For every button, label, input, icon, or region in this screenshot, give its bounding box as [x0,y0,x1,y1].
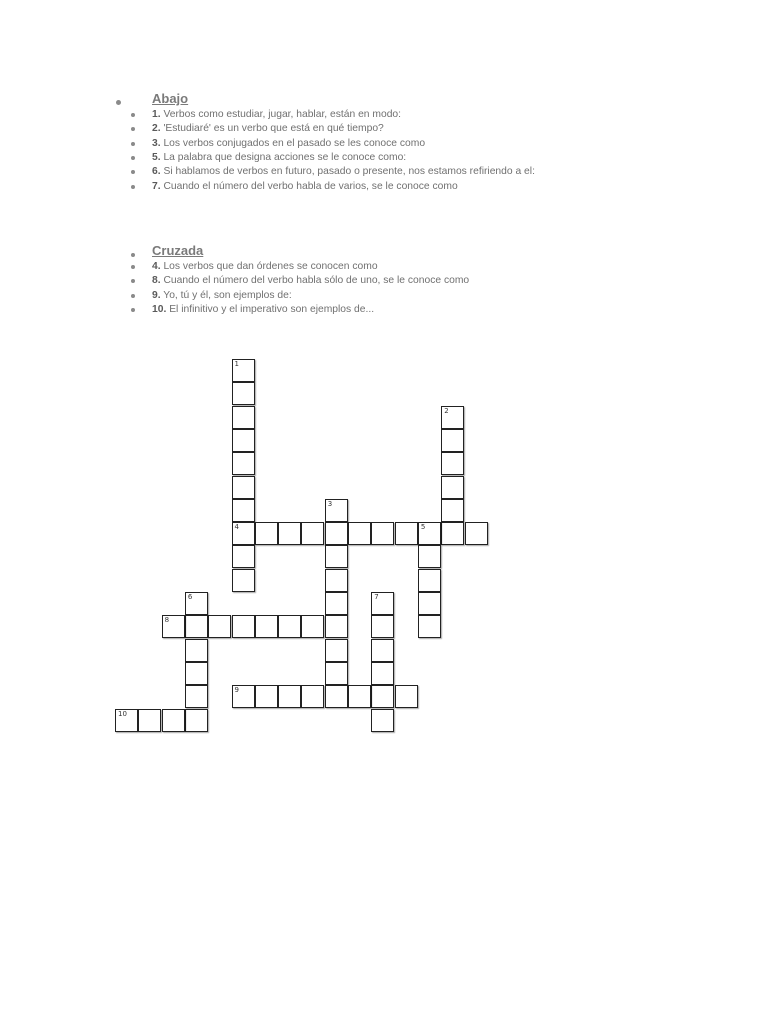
crossword-cell[interactable] [185,639,208,662]
list-bullet [131,279,135,283]
clue-number: 4. [152,261,161,272]
crossword-cell[interactable] [371,685,394,708]
list-bullet [131,294,135,298]
crossword-cell[interactable] [162,615,185,638]
crossword-cell[interactable] [418,569,441,592]
list-bullet [131,185,135,189]
crossword-cell[interactable] [441,452,464,475]
clue-text: Verbos como estudiar, jugar, hablar, están en modo: [160,109,402,120]
list-bullet [131,308,135,312]
cell-number: 2 [444,406,449,415]
crossword-cell[interactable] [232,522,255,545]
crossword-cell[interactable] [465,522,488,545]
crossword-cell[interactable] [232,359,255,382]
clue-text: Los verbos que dan órdenes se conocen como [160,261,378,272]
crossword-cell[interactable] [232,452,255,475]
crossword-cell[interactable] [232,615,255,638]
crossword-cell[interactable] [395,685,418,708]
cell-number: 7 [374,593,379,601]
clue-text: Yo, tú y él, son ejemplos de: [160,289,292,301]
crossword-cell[interactable] [441,522,464,545]
clue-number: 6. [152,166,161,178]
crossword-cell[interactable] [325,592,348,615]
down-clue [152,180,458,194]
crossword-cell[interactable] [138,709,161,732]
clue-number: 5. [152,151,161,163]
crossword-cell[interactable] [441,476,464,499]
crossword-cell[interactable] [232,429,255,452]
down-heading: Abajo [152,91,189,106]
clue-text: Cuando el número del verbo habla sólo de uno, se le conoce como [160,275,470,287]
crossword-cell[interactable] [255,685,278,708]
list-bullet [131,142,135,146]
down-clue [152,108,401,122]
crossword-cell[interactable] [185,662,208,685]
clue-number: 2. [152,123,161,135]
crossword-cell[interactable] [232,476,255,499]
crossword-cell[interactable] [418,545,441,568]
crossword-cell[interactable] [371,522,394,545]
crossword-cell[interactable] [441,429,464,452]
crossword-cell[interactable] [441,406,464,429]
crossword-cell[interactable] [325,522,348,545]
crossword-cell[interactable] [232,499,255,522]
crossword-cell[interactable] [232,569,255,592]
clue-text: Cuando el número del verbo habla de varios, se le conoce como [160,180,458,192]
across-clue [152,274,469,288]
list-bullet [131,265,135,269]
cell-number: 4 [234,523,239,532]
list-bullet [131,156,135,160]
clue-number: 9. [152,289,161,301]
crossword-cell[interactable] [418,592,441,615]
down-clue [152,122,384,136]
clue-number: 8. [152,275,161,287]
down-clue [152,151,406,165]
clue-number: 7. [152,180,161,192]
crossword-cell[interactable] [162,709,185,732]
crossword-cell[interactable] [441,499,464,522]
crossword-cell[interactable] [232,406,255,429]
clue-text: Si hablamos de verbos en futuro, pasado o presente, nos estamos refiriendo a el: [160,166,535,178]
cell-number: 9 [234,686,239,695]
crossword-cell[interactable] [325,685,348,708]
crossword-cell[interactable] [255,522,278,545]
across-clue [152,289,292,303]
cell-number: 3 [327,499,333,508]
clue-text: El infinitivo y el imperativo son ejemplos de... [166,303,375,315]
crossword-cell[interactable] [185,709,208,732]
crossword-cell[interactable] [185,592,208,615]
clue-number: 10. [152,303,167,315]
crossword-cell[interactable] [325,662,348,685]
crossword-cell[interactable] [325,615,348,638]
list-bullet [131,127,135,131]
cell-number: 8 [164,616,170,625]
crossword-cell[interactable] [208,615,231,638]
list-bullet [131,113,135,117]
down-clue [152,137,425,151]
clue-text: La palabra que designa acciones se le conoce como: [160,151,407,163]
crossword-cell[interactable] [371,615,394,638]
across-clue [152,260,378,274]
crossword-cell[interactable] [371,639,394,662]
crossword-cell[interactable] [371,662,394,685]
across-heading: Cruzada [152,243,204,258]
clue-number: 1. [152,109,161,120]
crossword-cell[interactable] [325,569,348,592]
cell-number: 1 [234,360,239,368]
crossword-cell[interactable] [232,685,255,708]
crossword-cell[interactable] [371,592,394,615]
crossword-cell[interactable] [325,499,348,522]
crossword-cell[interactable] [395,522,418,545]
crossword-cell[interactable] [348,685,371,708]
section-bullet-down [116,100,121,105]
crossword-cell[interactable] [115,709,138,732]
across-clue [152,303,374,317]
crossword-cell[interactable] [371,709,394,732]
down-clue [152,165,535,179]
clue-number: 3. [152,137,161,149]
cell-number: 10 [118,709,127,718]
crossword-cell[interactable] [418,522,441,545]
crossword-cell[interactable] [278,615,301,638]
section-bullet-across [131,253,135,257]
crossword-cell[interactable] [232,545,255,568]
crossword-cell[interactable] [278,522,301,545]
crossword-cell[interactable] [185,615,208,638]
crossword-cell[interactable] [185,685,208,708]
clue-text: Los verbos conjugados en el pasado se les conoce como [160,137,426,149]
crossword-cell[interactable] [301,685,324,708]
crossword-cell[interactable] [232,382,255,405]
crossword-cell[interactable] [325,545,348,568]
crossword-cell[interactable] [418,615,441,638]
clue-text: 'Estudiaré' es un verbo que está en qué tiempo? [160,123,384,135]
crossword-cell[interactable] [255,615,278,638]
cell-number: 6 [187,593,193,601]
crossword-cell[interactable] [325,639,348,662]
list-bullet [131,170,135,174]
crossword-cell[interactable] [301,522,324,545]
crossword-cell[interactable] [348,522,371,545]
crossword-cell[interactable] [278,685,301,708]
cell-number: 5 [420,523,426,532]
crossword-cell[interactable] [301,615,324,638]
